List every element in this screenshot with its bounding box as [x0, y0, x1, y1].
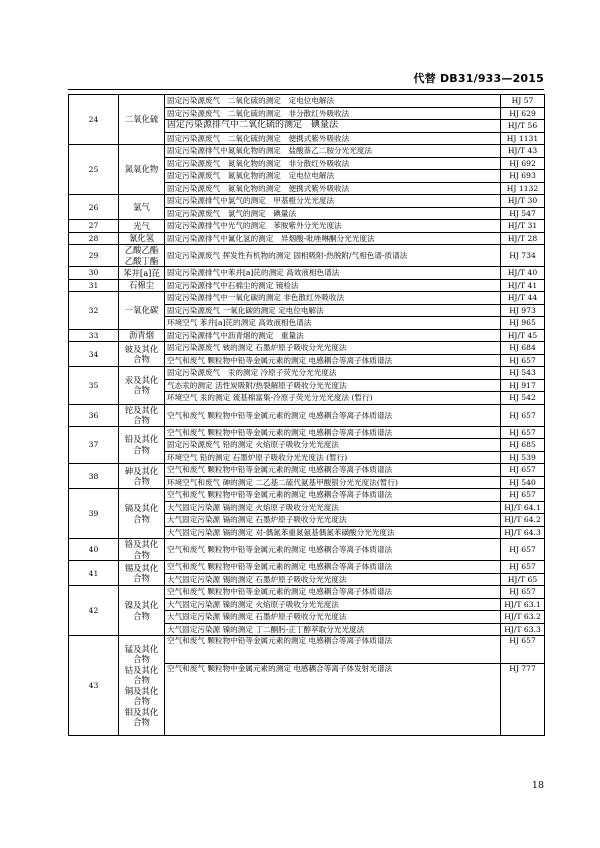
method-name: 固定污染源废气 一氧化碳的测定 定电位电解法 [165, 304, 501, 317]
pollutant-name: 一氧化碳 [119, 292, 165, 330]
pollutant-name: 铊及其化合物 [119, 404, 165, 426]
method-name: 固定污染源废气 氮氧化物的测定 非分散红外吸收法 [165, 157, 501, 170]
pollutant-name: 铬及其化合物 [119, 539, 165, 561]
pollutant-name: 汞及其化合物 [119, 367, 165, 405]
method-name: 固定污染源废气 铅的测定 火焰原子吸收分光光度法 [165, 439, 501, 452]
method-name: 空气和废气 颗粒物中铅等金属元素的测定 电感耦合等离子体质谱法 [165, 404, 501, 426]
method-name: 固定污染源排气中苯并[a]芘的测定 高效液相色谱法 [165, 267, 501, 280]
table-row [69, 636, 545, 664]
method-name: 固定污染源废气 二氧化硫的测定 非分散红外吸收法 [165, 107, 501, 120]
standard-code: HJ 734 [501, 245, 545, 267]
table-row [69, 279, 545, 292]
method-name: 固定污染源废气 铍的测定 石墨炉原子吸收分光光度法 [165, 342, 501, 355]
method-name: 气态汞的测定 活性炭吸附/热裂解原子吸收分光光度法 [165, 379, 501, 392]
pollutant-name: 沥青烟 [119, 329, 165, 342]
item-number: 33 [69, 329, 119, 342]
item-number: 25 [69, 145, 119, 195]
standard-code: HJ/T 43 [501, 145, 545, 158]
pollutant-name: 二氧化硫 [119, 95, 165, 145]
standard-code: HJ/T 31 [501, 220, 545, 233]
standard-code: HJ 1132 [501, 182, 545, 195]
standard-code: HJ 629 [501, 107, 545, 120]
table-row [69, 329, 545, 342]
method-name: 大气固定污染源 镉的测定 火焰原子吸收分光光度法 [165, 501, 501, 514]
standard-code: HJ/T 64.1 [501, 501, 545, 514]
table-row [69, 489, 545, 502]
method-name: 固定污染源废气 汞的测定 冷原子荧光分光光度法 [165, 367, 501, 380]
standard-code: HJ 973 [501, 304, 545, 317]
item-number: 38 [69, 464, 119, 489]
pollutant-name: 氮氧化物 [119, 145, 165, 195]
standard-code: HJ 657 [501, 539, 545, 561]
item-number: 37 [69, 426, 119, 464]
standard-code: HJ 543 [501, 367, 545, 380]
standard-code: HJ 657 [501, 489, 545, 502]
table-row [69, 292, 545, 305]
method-name: 环境空气 苯并[a]芘的测定 高效液相色谱法 [165, 317, 501, 330]
method-name: 环境空气 汞的测定 巯基棉富集-冷原子荧光分光光度法 (暂行) [165, 392, 501, 405]
method-name: 空气和废气 颗粒物中铅等金属元素的测定 电感耦合等离子体质谱法 [165, 354, 501, 367]
standard-code: HJ 657 [501, 636, 545, 664]
standard-code: HJ 657 [501, 561, 545, 574]
method-name: 空气和废气 颗粒物中铅等金属元素的测定 电感耦合等离子体质谱法 [165, 561, 501, 574]
table-row [69, 539, 545, 561]
item-number: 42 [69, 586, 119, 636]
method-name: 大气固定污染源 锡的测定 石墨炉原子吸收分光光度法 [165, 573, 501, 586]
method-name: 固定污染源排气中氰化氢的测定 异烟酸-吡唑啉酮分光光度法 [165, 232, 501, 245]
standard-code: HJ/T 45 [501, 329, 545, 342]
standard-code: HJ 657 [501, 404, 545, 426]
method-name: 大气固定污染源 镍的测定 石墨炉原子吸收分光光度法 [165, 611, 501, 624]
item-number: 36 [69, 404, 119, 426]
standard-code: HJ 693 [501, 170, 545, 183]
standard-code: HJ/T 30 [501, 195, 545, 208]
table-row [69, 561, 545, 574]
item-number: 27 [69, 220, 119, 233]
table-row [69, 145, 545, 158]
method-name: 固定污染源废气 二氧化硫的测定 便携式紫外吸收法 [165, 132, 501, 145]
item-number: 41 [69, 561, 119, 586]
table-row [69, 464, 545, 477]
item-number: 26 [69, 195, 119, 220]
standard-code: HJ 1131 [501, 132, 545, 145]
pollutant-name: 镉及其化合物 [119, 489, 165, 539]
item-number: 31 [69, 279, 119, 292]
item-number: 32 [69, 292, 119, 330]
standard-code: HJ 547 [501, 207, 545, 220]
table-row [69, 426, 545, 439]
item-number: 24 [69, 95, 119, 145]
standard-code: HJ 657 [501, 426, 545, 439]
pollutant-name: 锰及其化合物 钴及其化合物 铜及其化合物 钼及其化合物 [119, 636, 165, 736]
standard-code: HJ 965 [501, 317, 545, 330]
table-row [69, 220, 545, 233]
header-rule [68, 89, 544, 90]
method-name: 固定污染源排气中二氧化硫的测定 碘量法 [165, 120, 501, 133]
table-row [69, 367, 545, 380]
standard-code: HJ/T 41 [501, 279, 545, 292]
standard-code: HJ/T 63.1 [501, 598, 545, 611]
method-name: 固定污染源废气 二氧化硫的测定 定电位电解法 [165, 95, 501, 108]
method-name: 固定污染源废气 挥发性有机物的测定 固相吸附-热脱附/气相色谱-质谱法 [165, 245, 501, 267]
method-name: 大气固定污染源 镍的测定 丁二酮肟-正丁醇萃取分光光度法 [165, 623, 501, 636]
method-name: 固定污染源废气 氯气的测定 碘量法 [165, 207, 501, 220]
pollutant-name: 氰化氢 [119, 232, 165, 245]
pollutant-name: 氯气 [119, 195, 165, 220]
table-row [69, 267, 545, 280]
page-number: 18 [531, 780, 544, 791]
method-name: 空气和废气 颗粒物中铅等金属元素的测定 电感耦合等离子体质谱法 [165, 586, 501, 599]
method-name: 固定污染源废气 氮氧化物的测定 定电位电解法 [165, 170, 501, 183]
item-number: 29 [69, 245, 119, 267]
method-name: 大气固定污染源 镍的测定 火焰原子吸收分光光度法 [165, 598, 501, 611]
standard-code: HJ/T 28 [501, 232, 545, 245]
pollutant-name: 光气 [119, 220, 165, 233]
method-name: 固定污染源排气中氯气的测定 甲基橙分光光度法 [165, 195, 501, 208]
standard-code: HJ 777 [501, 664, 545, 736]
pollutant-name: 乙酸乙酯 乙酸丁酯 [119, 245, 165, 267]
item-number: 40 [69, 539, 119, 561]
method-name: 固定污染源排气中光气的测定 苯胺紫外分光光度法 [165, 220, 501, 233]
method-name: 空气和废气 颗粒物中铅等金属元素的测定 电感耦合等离子体质谱法 [165, 489, 501, 502]
item-number: 39 [69, 489, 119, 539]
method-name: 固定污染源废气 氮氧化物的测定 便携式紫外吸收法 [165, 182, 501, 195]
standard-code: HJ 657 [501, 464, 545, 477]
method-name: 固定污染源排气中沥青烟的测定 重量法 [165, 329, 501, 342]
method-name: 大气固定污染源 镉的测定 石墨炉原子吸收分光光度法 [165, 514, 501, 527]
standard-code: HJ 692 [501, 157, 545, 170]
standard-code: HJ/T 56 [501, 120, 545, 133]
standard-code: HJ/T 40 [501, 267, 545, 280]
pollutant-name: 苯并[a]芘 [119, 267, 165, 280]
method-name: 大气固定污染源 镉的测定 对-偶氮苯重氮氨基偶氮苯磺酸分光光度法 [165, 526, 501, 539]
method-name: 空气和废气 颗粒物中金属元素的测定 电感耦合等离子体发射光谱法 [165, 664, 501, 736]
standard-code: HJ/T 65 [501, 573, 545, 586]
standard-code: HJ 539 [501, 451, 545, 464]
document-code-header: 代替 DB31/933—2015 [413, 72, 544, 85]
table-row [69, 95, 545, 108]
standard-code: HJ 917 [501, 379, 545, 392]
pollutant-name: 铍及其化合物 [119, 342, 165, 367]
item-number: 34 [69, 342, 119, 367]
standards-table [68, 94, 545, 736]
pollutant-name: 砷及其化合物 [119, 464, 165, 489]
item-number: 43 [69, 636, 119, 736]
table-row [69, 245, 545, 267]
item-number: 28 [69, 232, 119, 245]
standard-code: HJ 540 [501, 476, 545, 489]
pollutant-name: 铅及其化合物 [119, 426, 165, 464]
standard-code: HJ/T 63.3 [501, 623, 545, 636]
standard-code: HJ/T 64.2 [501, 514, 545, 527]
standard-code: HJ/T 44 [501, 292, 545, 305]
pollutant-name: 镍及其化合物 [119, 586, 165, 636]
pollutant-name: 锡及其化合物 [119, 561, 165, 586]
method-name: 固定污染源排气中一氧化碳的测定 非色散红外吸收法 [165, 292, 501, 305]
table-row [69, 404, 545, 426]
method-name: 空气和废气 颗粒物中铅等金属元素的测定 电感耦合等离子体质谱法 [165, 539, 501, 561]
standard-code: HJ 684 [501, 342, 545, 355]
method-name: 固定污染源排气中石棉尘的测定 镜检法 [165, 279, 501, 292]
table-row [69, 586, 545, 599]
standard-code: HJ 657 [501, 354, 545, 367]
standard-code: HJ 542 [501, 392, 545, 405]
standard-code: HJ 685 [501, 439, 545, 452]
method-name: 固定污染源排气中氮氧化物的测定 盐酸萘乙二胺分光光度法 [165, 145, 501, 158]
table-row [69, 232, 545, 245]
method-name: 空气和废气 颗粒物中铅等金属元素的测定 电感耦合等离子体质谱法 [165, 464, 501, 477]
item-number: 35 [69, 367, 119, 405]
method-name: 环境空气 铅的测定 石墨炉原子吸收分光光度法 (暂行) [165, 451, 501, 464]
method-name: 环境空气和废气 砷的测定 二乙基二硫代氨基甲酸银分光光度法(暂行) [165, 476, 501, 489]
table-row [69, 195, 545, 208]
standard-code: HJ 657 [501, 586, 545, 599]
method-name: 空气和废气 颗粒物中铅等金属元素的测定 电感耦合等离子体质谱法 [165, 426, 501, 439]
table-row [69, 342, 545, 355]
pollutant-name: 石棉尘 [119, 279, 165, 292]
method-name: 空气和废气 颗粒物中铅等金属元素的测定 电感耦合等离子体质谱法 [165, 636, 501, 664]
standard-code: HJ 57 [501, 95, 545, 108]
standard-code: HJ/T 64.3 [501, 526, 545, 539]
item-number: 30 [69, 267, 119, 280]
standard-code: HJ/T 63.2 [501, 611, 545, 624]
